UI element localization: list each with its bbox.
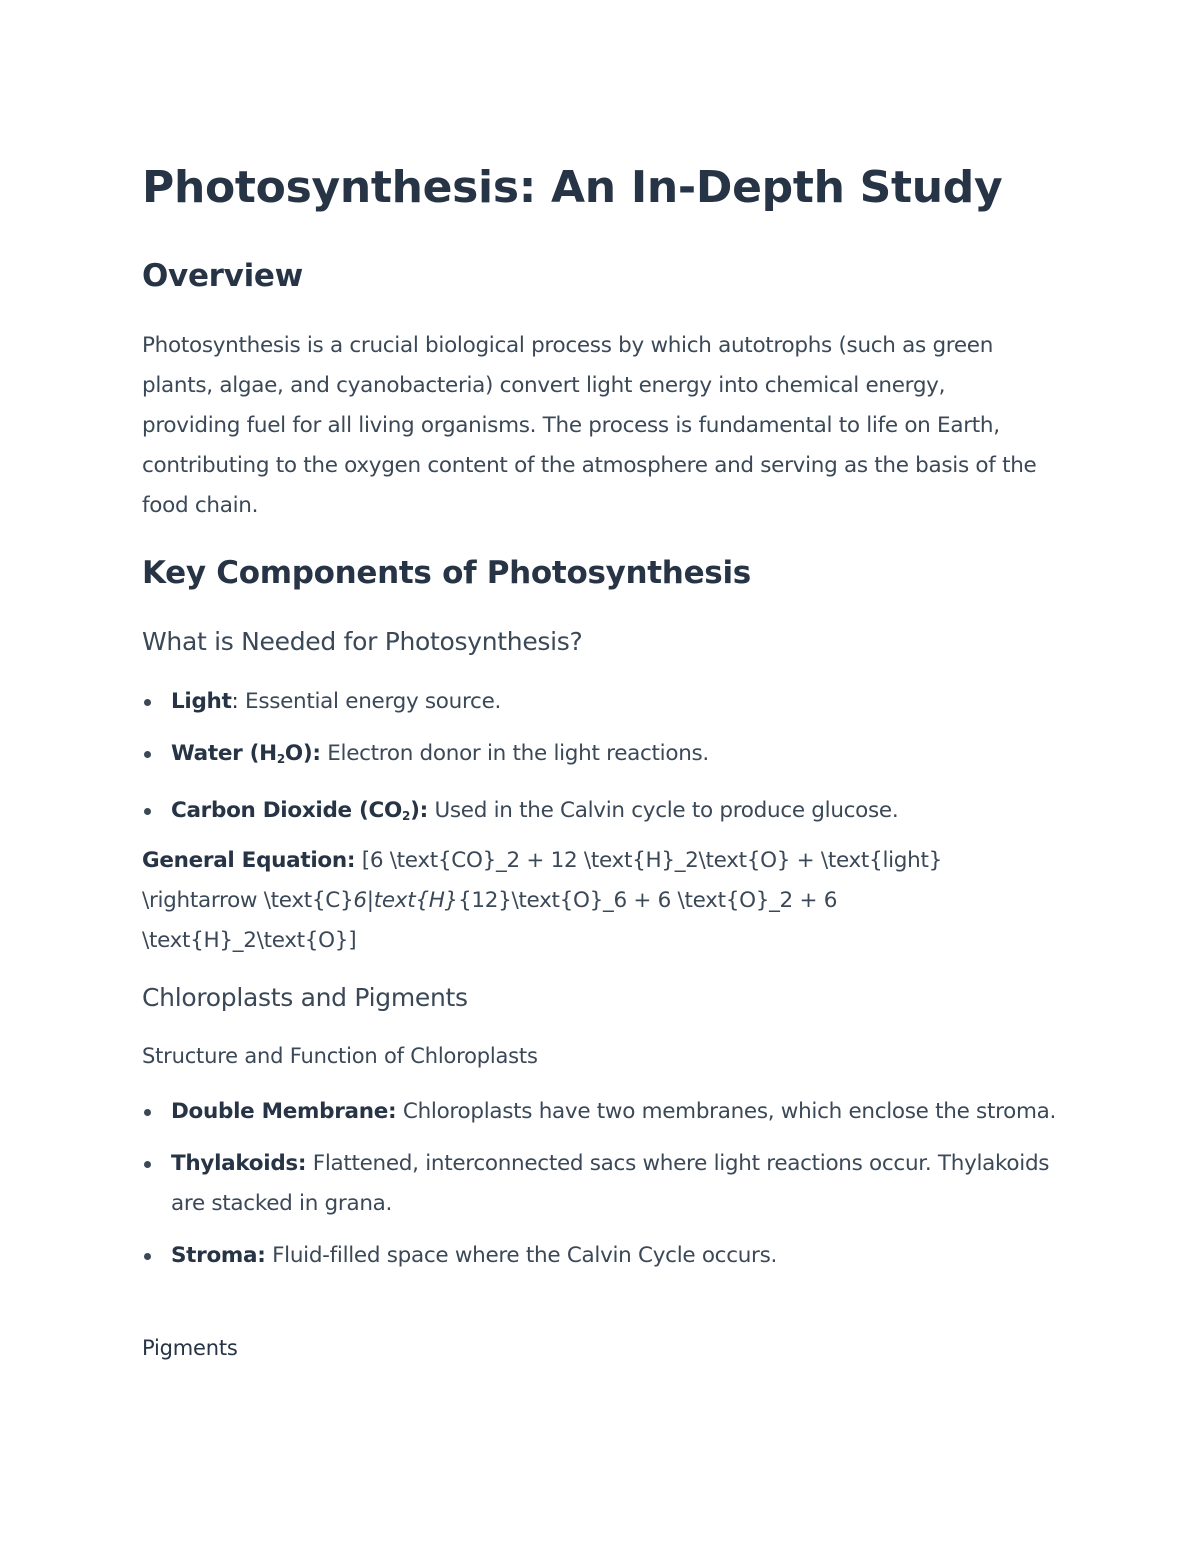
equation-line-2b: 6|text{H} (353, 888, 458, 913)
chloroplast-list (142, 1092, 1057, 1276)
item-term: Water $(H_2O)$: (171, 741, 321, 766)
equation-line-2a: \rightarrow \text{C} (142, 888, 354, 913)
bullet-icon (144, 699, 151, 706)
item-desc: Electron donor in the light reactions. (320, 741, 709, 766)
equation-line-3: \text{H}_2\text{O}] (142, 928, 357, 953)
structure-heading: Structure and Function of Chloroplasts (142, 1044, 538, 1068)
chloroplasts-heading: Chloroplasts and Pigments (142, 983, 468, 1012)
bullet-icon (144, 1161, 151, 1168)
item-desc: Chloroplasts have two membranes, which enclose the stroma. (396, 1099, 1057, 1124)
overview-heading: Overview (142, 258, 303, 294)
key-components-heading: Key Components of Photosynthesis (142, 555, 751, 591)
item-desc: Essential energy source. (238, 689, 502, 714)
list-item (142, 1236, 1057, 1276)
needed-list (142, 682, 1057, 836)
pigments-heading: Pigments (142, 1336, 238, 1360)
item-term: Double Membrane: (171, 1099, 397, 1124)
item-desc: Fluid-filled space where the Calvin Cycle occurs. (265, 1243, 778, 1268)
bullet-icon (144, 1109, 151, 1116)
page-title: Photosynthesis: An In-Depth Study (142, 162, 1003, 213)
needed-heading: What is Needed for Photosynthesis? (142, 627, 583, 656)
item-term: Light: (171, 689, 239, 714)
list-item (142, 791, 1057, 836)
list-item (142, 734, 1057, 779)
bullet-icon (144, 751, 151, 758)
equation-line-2c: {12}\text{O}_6 + 6 \text{O}_2 + 6 (457, 888, 838, 913)
overview-paragraph: Photosynthesis is a crucial biological process by which autotrophs (such as green plants, algae, and cyanobacteria) convert light energy into chemical energy, providing fuel for all living organisms. The process is fundamental to life on Earth, contributing to the oxygen content of the atmosphere and serving as the basis of the food chain. (142, 333, 1037, 518)
item-term: Carbon Dioxide $(CO_2)$: (171, 798, 428, 823)
list-item (142, 1092, 1057, 1132)
equation-label: General Equation: (142, 848, 356, 873)
general-equation (142, 841, 1042, 961)
bullet-icon (144, 1253, 151, 1260)
item-term: Thylakoids: (171, 1151, 307, 1176)
list-item (142, 1144, 1057, 1224)
item-desc: Flattened, interconnected sacs where light reactions occur. Thylakoids are stacked in grana. (171, 1151, 1050, 1216)
equation-line-1: [6 \text{CO}_2 + 12 \text{H}_2\text{O} + \text{light} (355, 848, 942, 873)
item-desc: Used in the Calvin cycle to produce glucose. (427, 798, 899, 823)
item-term: Stroma: (171, 1243, 266, 1268)
bullet-icon (144, 808, 151, 815)
list-item (142, 682, 1057, 722)
